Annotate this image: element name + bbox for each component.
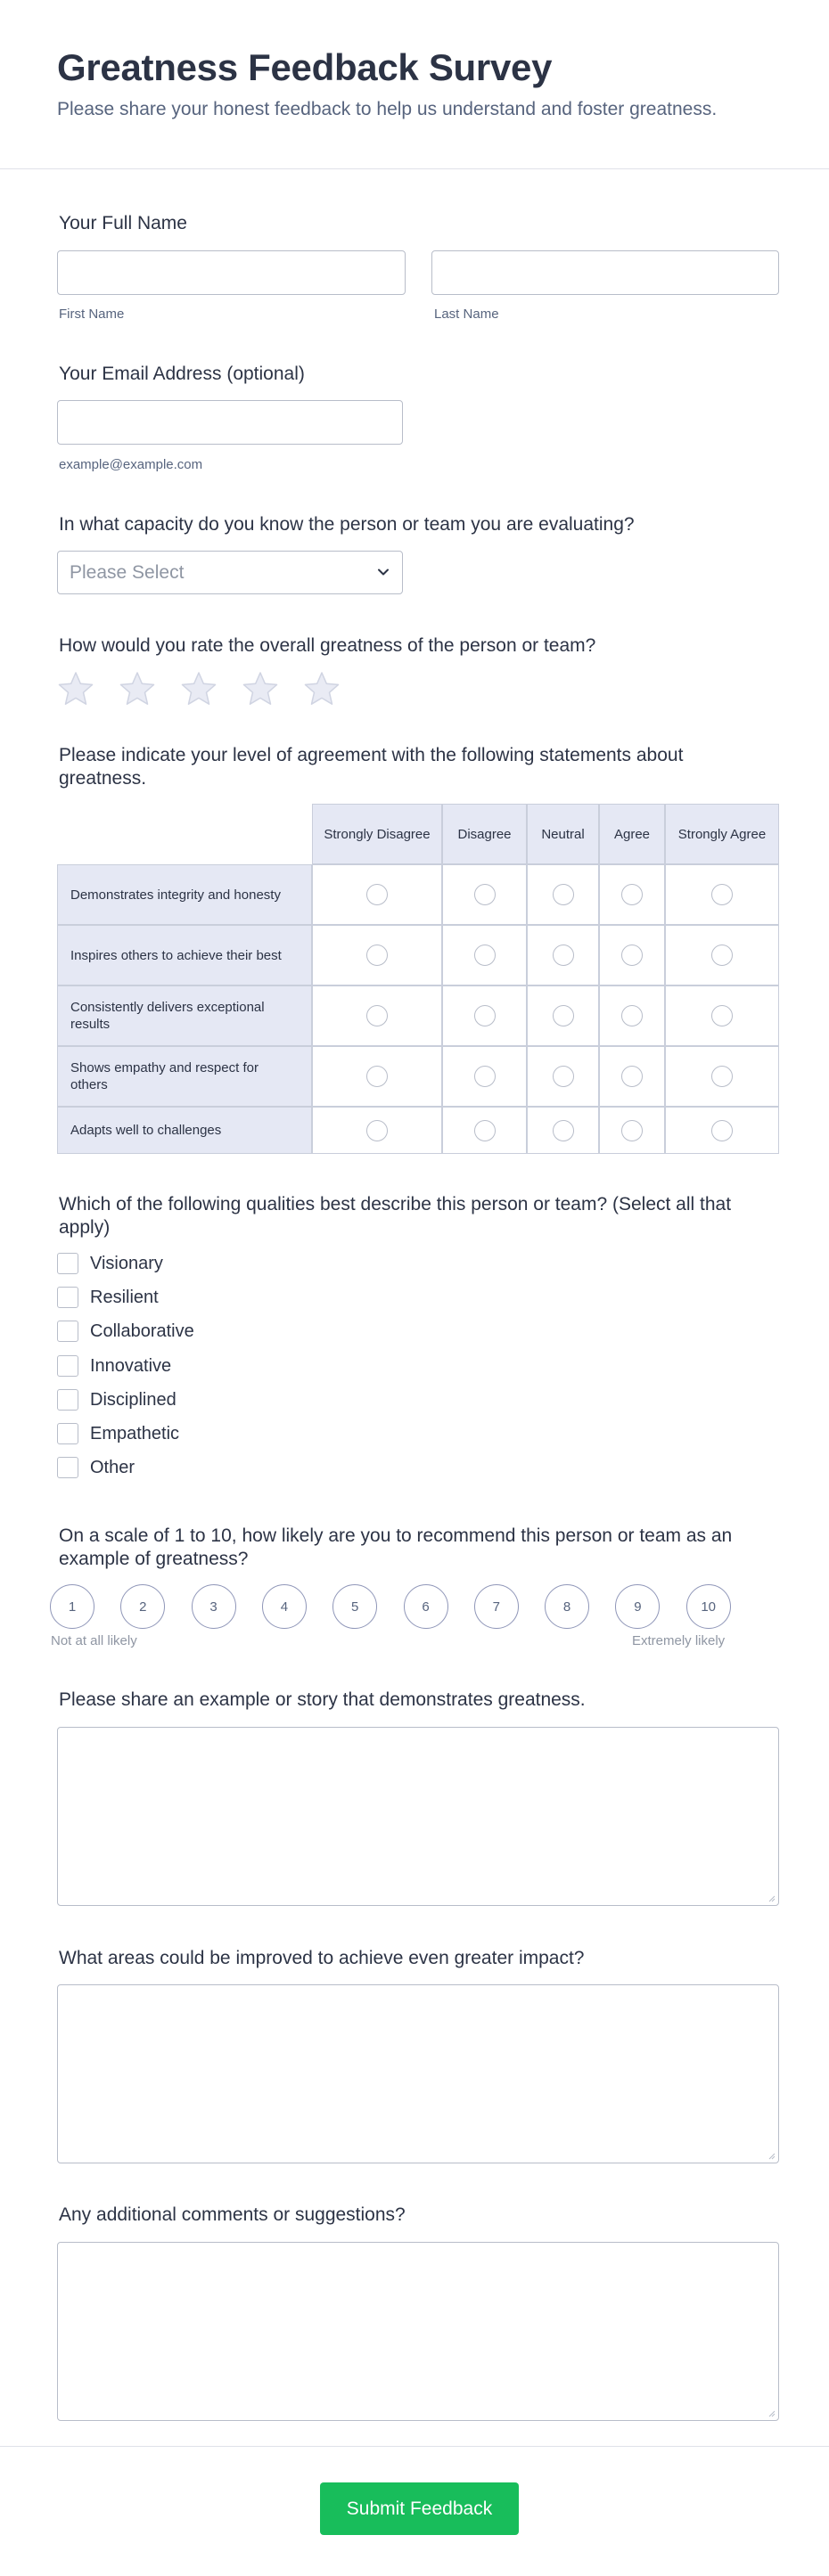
first-name-sublabel: First Name [59, 307, 125, 322]
matrix-column-header: Disagree [442, 804, 527, 864]
matrix-row-label: Adapts well to challenges [57, 1107, 312, 1154]
matrix-cell [312, 925, 442, 985]
resize-grip-icon[interactable] [767, 2408, 776, 2417]
matrix-cell [599, 1046, 665, 1107]
matrix-cell [312, 985, 442, 1046]
matrix-column-header: Agree [599, 804, 665, 864]
capacity-label: In what capacity do you know the person or team you are evaluating? [59, 514, 635, 535]
matrix-row-label: Demonstrates integrity and honesty [57, 864, 312, 925]
scale-max-label: Extremely likely [632, 1633, 726, 1648]
form-header [0, 0, 829, 169]
matrix-row-label: Consistently delivers exceptional results [57, 985, 312, 1046]
matrix-column-header: Strongly Disagree [312, 804, 442, 864]
comments-label: Any additional comments or suggestions? [59, 2204, 406, 2225]
matrix-row-label: Inspires others to achieve their best [57, 925, 312, 985]
quality-option-resilient[interactable] [57, 1287, 324, 1310]
full-name-label: Your Full Name [59, 213, 187, 233]
checkbox[interactable] [57, 1457, 78, 1478]
quality-option-empathetic[interactable] [57, 1423, 324, 1446]
matrix-radio[interactable] [474, 1005, 496, 1026]
matrix-cell [665, 1107, 779, 1154]
story-label: Please share an example or story that demonstrates greatness. [59, 1689, 586, 1710]
checkbox[interactable] [57, 1321, 78, 1342]
checkbox-label: Innovative [90, 1355, 172, 1376]
submit-button[interactable]: Submit Feedback [320, 2482, 519, 2535]
quality-option-disciplined[interactable] [57, 1389, 324, 1412]
star-icon[interactable] [57, 670, 94, 707]
last-name-sublabel: Last Name [434, 307, 499, 322]
matrix-radio[interactable] [366, 884, 388, 905]
qualities-label: Which of the following qualities best describe this person or team? (Select all that apply) [59, 1194, 732, 1238]
checkbox[interactable] [57, 1287, 78, 1308]
matrix-cell [665, 925, 779, 985]
checkbox-label: Visionary [90, 1254, 163, 1273]
scale-option-10[interactable]: 10 [686, 1584, 731, 1629]
scale-option-2[interactable]: 2 [120, 1584, 165, 1629]
matrix-cell [527, 1046, 599, 1107]
email-label: Your Email Address (optional) [59, 364, 305, 384]
star-icon[interactable] [119, 670, 156, 707]
matrix-label: Please indicate your level of agreement with the following statements about greatness. [59, 745, 684, 789]
star-icon[interactable] [242, 670, 279, 707]
matrix-cell [527, 985, 599, 1046]
resize-grip-icon[interactable] [767, 2151, 776, 2160]
comments-textarea[interactable] [57, 2242, 779, 2421]
checkbox[interactable] [57, 1253, 78, 1274]
checkbox-label: Other [90, 1458, 135, 1478]
scale-option-4[interactable]: 4 [262, 1584, 307, 1629]
matrix-cell [665, 985, 779, 1046]
matrix-radio[interactable] [553, 1005, 574, 1026]
matrix-row-label: Shows empathy and respect for others [57, 1046, 312, 1107]
quality-option-collaborative[interactable] [57, 1321, 324, 1344]
matrix-cell [442, 864, 527, 925]
capacity-select[interactable] [57, 551, 403, 594]
matrix-radio[interactable] [366, 1005, 388, 1026]
agreement-matrix [57, 804, 779, 1154]
story-textarea[interactable] [57, 1727, 779, 1906]
quality-option-other[interactable] [57, 1457, 324, 1480]
matrix-radio[interactable] [553, 1120, 574, 1141]
star-icon[interactable] [303, 670, 341, 707]
chevron-down-icon [375, 564, 391, 580]
matrix-radio[interactable] [366, 945, 388, 966]
matrix-radio[interactable] [621, 1066, 643, 1087]
matrix-radio[interactable] [366, 1066, 388, 1087]
matrix-radio[interactable] [621, 884, 643, 905]
page-title: Greatness Feedback Survey [57, 46, 553, 88]
matrix-radio[interactable] [711, 1120, 733, 1141]
matrix-cell [312, 1107, 442, 1154]
quality-option-visionary[interactable] [57, 1253, 324, 1276]
matrix-cell [599, 1107, 665, 1154]
scale-min-label: Not at all likely [51, 1633, 137, 1648]
matrix-radio[interactable] [711, 1005, 733, 1026]
scale-option-6[interactable]: 6 [404, 1584, 448, 1629]
matrix-radio[interactable] [621, 1120, 643, 1141]
matrix-cell [442, 925, 527, 985]
scale-option-7[interactable]: 7 [474, 1584, 519, 1629]
matrix-cell [665, 864, 779, 925]
matrix-radio[interactable] [711, 1066, 733, 1087]
matrix-cell [665, 1046, 779, 1107]
matrix-cell [312, 1046, 442, 1107]
recommend-label: On a scale of 1 to 10, how likely are you to recommend this person or team as an example of greatness? [59, 1525, 733, 1569]
resize-grip-icon[interactable] [767, 1893, 776, 1902]
checkbox[interactable] [57, 1423, 78, 1444]
email-sublabel: example@example.com [59, 457, 203, 472]
matrix-radio[interactable] [366, 1120, 388, 1141]
page-subtitle: Please share your honest feedback to help us understand and foster greatness. [57, 99, 718, 119]
capacity-select-value: Please Select [70, 562, 185, 583]
matrix-cell [599, 985, 665, 1046]
star-icon[interactable] [180, 670, 218, 707]
matrix-cell [527, 1107, 599, 1154]
matrix-radio[interactable] [553, 1066, 574, 1087]
scale-option-5[interactable]: 5 [332, 1584, 377, 1629]
matrix-radio[interactable] [474, 1066, 496, 1087]
matrix-cell [599, 925, 665, 985]
scale-option-9[interactable]: 9 [615, 1584, 660, 1629]
matrix-radio[interactable] [621, 1005, 643, 1026]
matrix-cell [599, 864, 665, 925]
scale-option-1[interactable]: 1 [50, 1584, 94, 1629]
matrix-radio[interactable] [711, 884, 733, 905]
matrix-radio[interactable] [553, 884, 574, 905]
checkbox-label: Collaborative [90, 1321, 194, 1342]
matrix-radio[interactable] [711, 945, 733, 966]
matrix-radio[interactable] [474, 945, 496, 966]
matrix-radio[interactable] [474, 1120, 496, 1141]
improve-textarea[interactable] [57, 1984, 779, 2163]
matrix-cell [442, 985, 527, 1046]
rating-label: How would you rate the overall greatness of the person or team? [59, 635, 596, 656]
matrix-radio[interactable] [553, 945, 574, 966]
matrix-column-header: Strongly Agree [665, 804, 779, 864]
checkbox-label: Empathetic [90, 1424, 180, 1443]
email-input[interactable] [57, 400, 403, 445]
first-name-input[interactable] [57, 250, 406, 295]
matrix-cell [442, 1107, 527, 1154]
matrix-radio[interactable] [474, 884, 496, 905]
matrix-radio[interactable] [621, 945, 643, 966]
checkbox[interactable] [57, 1389, 78, 1411]
checkbox-label: Disciplined [90, 1389, 176, 1410]
improve-label: What areas could be improved to achieve even greater impact? [59, 1948, 585, 1968]
scale-option-8[interactable]: 8 [545, 1584, 589, 1629]
last-name-input[interactable] [431, 250, 779, 295]
matrix-cell [442, 1046, 527, 1107]
matrix-cell [527, 864, 599, 925]
quality-option-innovative[interactable] [57, 1355, 324, 1378]
matrix-cell [312, 864, 442, 925]
matrix-cell [527, 925, 599, 985]
scale-option-3[interactable]: 3 [192, 1584, 236, 1629]
checkbox[interactable] [57, 1355, 78, 1377]
checkbox-label: Resilient [90, 1288, 159, 1308]
matrix-column-header: Neutral [527, 804, 599, 864]
